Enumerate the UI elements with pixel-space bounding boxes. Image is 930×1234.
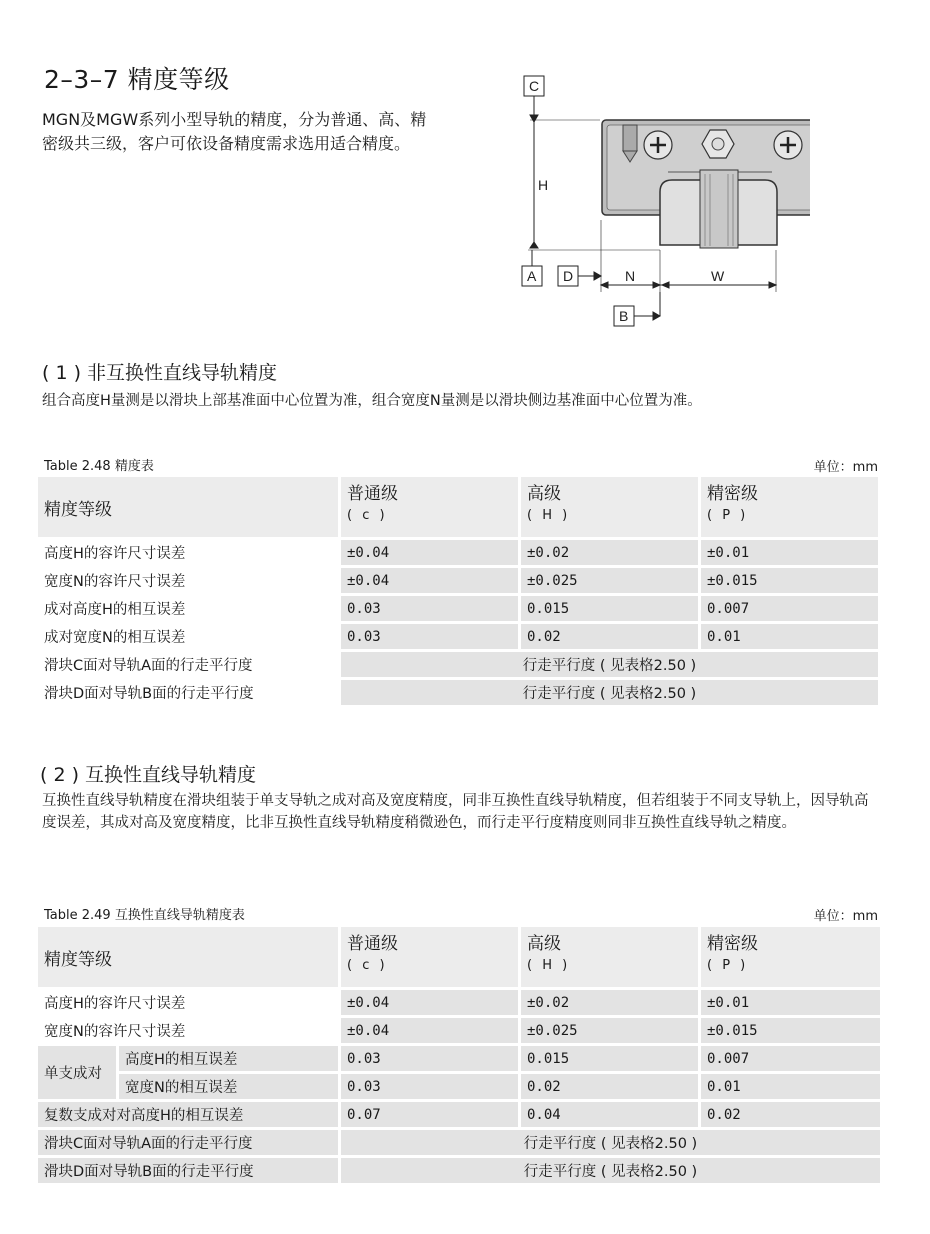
table-row xyxy=(38,596,878,621)
cell-value: 0.01 xyxy=(698,1074,880,1099)
rail-cross-section-figure xyxy=(510,70,810,332)
table-row xyxy=(38,1018,880,1043)
cell-value: 0.07 xyxy=(338,1102,518,1127)
cell-value: 0.04 xyxy=(518,1102,698,1127)
merged-cell: 行走平行度 ( 见表格2.50 ) xyxy=(338,1158,880,1183)
cell-value: ±0.015 xyxy=(698,1018,880,1043)
cell-value: ±0.015 xyxy=(698,568,878,593)
table-row xyxy=(38,652,878,677)
table-row xyxy=(38,540,878,565)
cell-value: ±0.02 xyxy=(518,540,698,565)
section-title: 2–3–7 精度等级 xyxy=(44,65,230,94)
row-label: 滑块D面对导轨B面的行走平行度 xyxy=(38,680,338,705)
header-grade-high: 高级 ( H ) xyxy=(518,927,698,987)
header-grade-normal: 普通级 ( c ) xyxy=(338,927,518,987)
part2-heading: ( 2 ) 互换性直线导轨精度 xyxy=(40,764,257,786)
header-grade-label: 精度等级 xyxy=(38,477,338,537)
table-header-row xyxy=(38,477,878,537)
table-row xyxy=(38,1158,880,1183)
cell-value: 0.01 xyxy=(698,624,878,649)
row-label: 滑块C面对导轨A面的行走平行度 xyxy=(38,652,338,677)
cell-value: 0.007 xyxy=(698,596,878,621)
cell-value: ±0.04 xyxy=(338,568,518,593)
cell-value: 0.02 xyxy=(698,1102,880,1127)
table-2-48-caption: Table 2.48 精度表 xyxy=(44,459,154,474)
label-n: N xyxy=(625,268,636,284)
row-label: 高度H的相互误差 xyxy=(116,1046,338,1071)
label-c: C xyxy=(529,78,540,94)
part2-description: 互换性直线导轨精度在滑块组装于单支导轨之成对高及宽度精度，同非互换性直线导轨精度，但若组装于不同支导轨上，因导轨高度误差，其成对高及宽度精度，比非互换性直线导轨精度稍微逊色，而行走平行度精度则同非互换性直线导轨之精度。 xyxy=(42,793,869,831)
label-a: A xyxy=(527,268,537,284)
merged-cell: 行走平行度 ( 见表格2.50 ) xyxy=(338,1130,880,1155)
cell-value: ±0.025 xyxy=(518,1018,698,1043)
label-b: B xyxy=(619,308,629,324)
cell-value: 0.02 xyxy=(518,624,698,649)
merged-cell: 行走平行度 ( 见表格2.50 ) xyxy=(338,680,878,705)
row-label: 宽度N的容许尺寸误差 xyxy=(38,568,338,593)
label-w: W xyxy=(711,268,725,284)
label-d: D xyxy=(563,268,574,284)
header-grade-precision: 精密级 ( P ) xyxy=(698,477,878,537)
row-label: 宽度N的相互误差 xyxy=(116,1074,338,1099)
table-row xyxy=(38,1046,880,1071)
cell-value: 0.03 xyxy=(338,1074,518,1099)
table-header-row xyxy=(38,927,880,987)
row-label: 复数支成对对高度H的相互误差 xyxy=(38,1102,338,1127)
part1-description: 组合高度H量测是以滑块上部基准面中心位置为准，组合宽度N量测是以滑块侧边基准面中心位置为准。 xyxy=(42,393,702,409)
table-row xyxy=(38,1130,880,1155)
cell-value: ±0.02 xyxy=(518,990,698,1015)
cell-value: 0.03 xyxy=(338,596,518,621)
table-2-49-caption: Table 2.49 互换性直线导轨精度表 xyxy=(44,908,245,923)
cell-value: ±0.025 xyxy=(518,568,698,593)
table-row xyxy=(38,680,878,705)
cell-value: ±0.01 xyxy=(698,990,880,1015)
header-grade-label: 精度等级 xyxy=(38,927,338,987)
cell-value: 0.03 xyxy=(338,1046,518,1071)
cell-value: ±0.04 xyxy=(338,990,518,1015)
cell-value: 0.015 xyxy=(518,596,698,621)
table-2-49-unit: 单位：mm xyxy=(813,909,878,924)
table-row xyxy=(38,568,878,593)
header-grade-high: 高级 ( H ) xyxy=(518,477,698,537)
table-row xyxy=(38,1102,880,1127)
precision-table-2-49 xyxy=(38,924,880,1186)
row-label: 滑块C面对导轨A面的行走平行度 xyxy=(38,1130,338,1155)
label-h: H xyxy=(538,177,549,193)
table-row xyxy=(38,624,878,649)
cell-value: ±0.01 xyxy=(698,540,878,565)
header-grade-normal: 普通级 ( c ) xyxy=(338,477,518,537)
cell-value: ±0.04 xyxy=(338,540,518,565)
table-row xyxy=(38,1074,880,1099)
intro-paragraph: MGN及MGW系列小型导轨的精度，分为普通、高、精密级共三级，客户可依设备精度需求选用适合精度。 xyxy=(42,110,427,153)
group-label-single-pair: 单支成对 xyxy=(38,1046,116,1099)
row-label: 成对高度H的相互误差 xyxy=(38,596,338,621)
row-label: 高度H的容许尺寸误差 xyxy=(38,540,338,565)
cell-value: ±0.04 xyxy=(338,1018,518,1043)
precision-table-2-48 xyxy=(38,474,878,708)
row-label: 成对宽度N的相互误差 xyxy=(38,624,338,649)
part1-heading: ( 1 ) 非互换性直线导轨精度 xyxy=(42,362,278,384)
row-label: 高度H的容许尺寸误差 xyxy=(38,990,338,1015)
header-grade-precision: 精密级 ( P ) xyxy=(698,927,880,987)
cell-value: 0.02 xyxy=(518,1074,698,1099)
merged-cell: 行走平行度 ( 见表格2.50 ) xyxy=(338,652,878,677)
row-label: 宽度N的容许尺寸误差 xyxy=(38,1018,338,1043)
cell-value: 0.03 xyxy=(338,624,518,649)
cell-value: 0.015 xyxy=(518,1046,698,1071)
table-row xyxy=(38,990,880,1015)
table-2-48-unit: 单位：mm xyxy=(813,460,878,475)
cell-value: 0.007 xyxy=(698,1046,880,1071)
row-label: 滑块D面对导轨B面的行走平行度 xyxy=(38,1158,338,1183)
